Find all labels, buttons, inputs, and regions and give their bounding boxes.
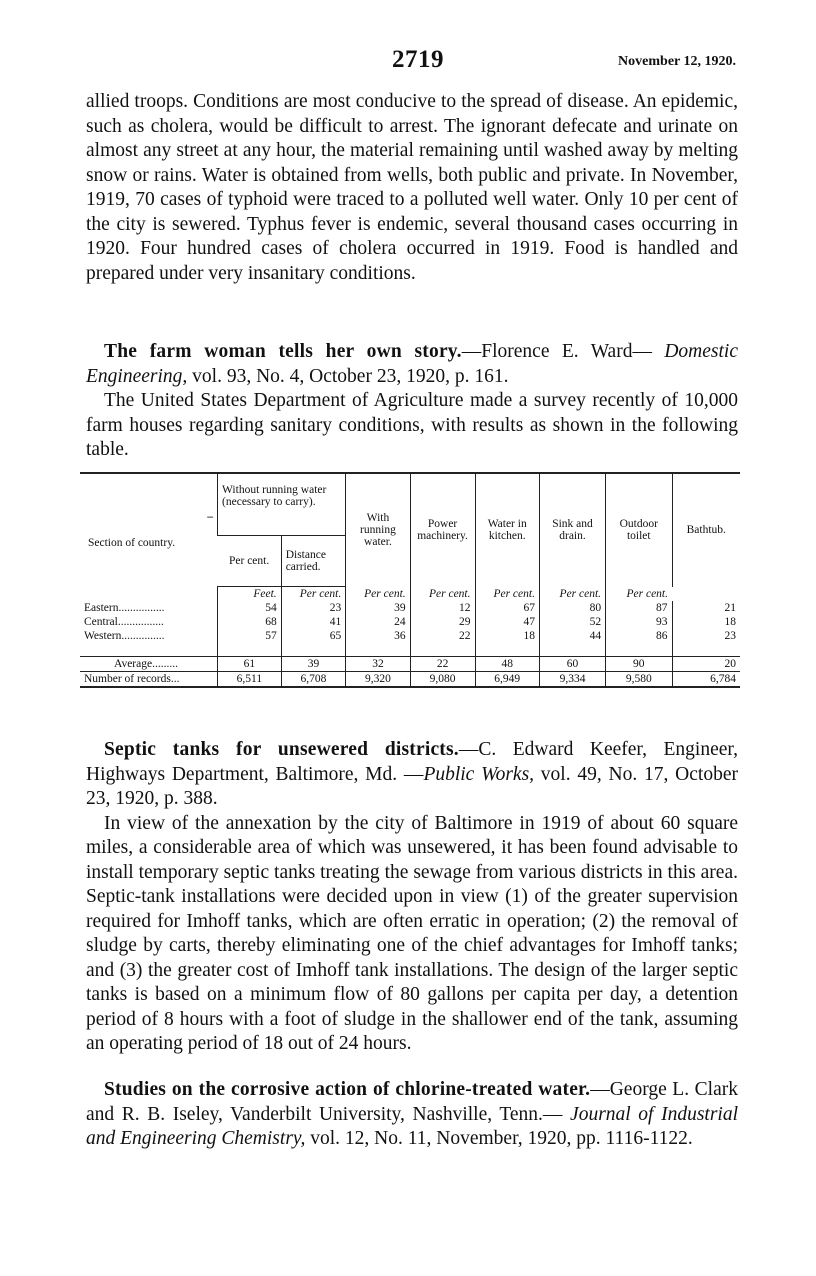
units-row	[80, 587, 740, 602]
septic-article-author: —C. Edward Keefer, Engineer, Highways Department, Baltimore, Md. —	[86, 739, 738, 785]
region-cell: Western...............	[84, 630, 165, 642]
col-without-water-header: Without running water (necessary to carry).	[218, 473, 346, 536]
records-cell: 9,580	[606, 672, 672, 688]
col-distance-header: Distance carried.	[281, 536, 346, 587]
records-label: Number of records...	[80, 672, 218, 688]
farm-article-journal: Domestic Engineering,	[86, 341, 738, 387]
value-cell: 22	[410, 629, 475, 657]
typhoid-paragraph: allied troops. Conditions are most conducive to the spread of disease. An epidemic, such as cholera, would be difficult to arrest. The ignorant defecate and urinate on almost any street at any hour, the material remaining until washed away by melting snow or rains. Water is obtained from wells, both public and private. In November, 1919, 70 cases of typhoid were traced to a polluted well water. Only 10 per cent of the city is sewered. Typhus fever is endemic, several thousand cases occurring in 1920. Four hundred cases of cholera occurred in 1919. Food is handled and prepared under very insanitary conditions.	[86, 91, 738, 284]
value-cell: 54	[218, 601, 282, 615]
average-cell: 32	[346, 657, 410, 672]
records-cell: 9,320	[346, 672, 410, 688]
value-cell: 57	[218, 629, 282, 657]
value-cell: 65	[281, 629, 346, 657]
average-row	[80, 657, 740, 672]
col-section-label: Section of country.	[88, 537, 176, 550]
average-label: Average.........	[80, 657, 218, 672]
septic-article-reference: vol. 49, No. 17, October 23, 1920, p. 388.	[86, 763, 738, 809]
records-cell: 9,080	[410, 672, 475, 688]
chlorine-article	[86, 1078, 738, 1152]
value-cell: 67	[475, 601, 539, 615]
average-cell: 39	[281, 657, 346, 672]
value-cell: 18	[475, 629, 539, 657]
septic-article-body: In view of the annexation by the city of Baltimore in 1919 of about 60 square miles, a considerable area of which was unsewered, it has been found advisable to install temporary septic tanks treating the sewage from various districts in this area. Septic-tank installations were decided upon in view (1) of the greater supervision required for Imhoff tanks, which are often erratic in operation; (2) the removal of sludge by carts, thereby eliminating one of the chief advantages for Imhoff tanks; and (3) the greater cost of Imhoff tank installations. The design of the larger septic tanks is based on a minimum flow of 80 gallons per capita per day, a detention period of 8 hours with a foot of sludge in the shallower end of the tank, assuming an operating period of 18 out of 24 hours.	[86, 812, 738, 1054]
farm-article-author: —Florence E. Ward—	[461, 341, 652, 362]
value-cell: 18	[672, 615, 740, 629]
value-cell: 68	[218, 615, 282, 629]
page-number: 2719	[392, 46, 444, 73]
survey-table-head	[80, 473, 740, 587]
unit-cell: Feet.	[218, 587, 282, 602]
survey-table-body	[80, 587, 740, 688]
value-cell: 29	[410, 615, 475, 629]
value-cell: 52	[539, 615, 605, 629]
col-sink-header: Sink and drain.	[539, 473, 605, 587]
average-cell: 90	[606, 657, 672, 672]
survey-table	[80, 472, 740, 688]
farm-article-reference: vol. 93, No. 4, October 23, 1920, p. 161.	[187, 365, 509, 387]
page-header	[0, 46, 816, 80]
value-cell: 41	[281, 615, 346, 629]
average-cell: 48	[475, 657, 539, 672]
farm-article	[86, 340, 738, 463]
septic-article-citation	[86, 738, 738, 812]
table-row	[80, 629, 740, 657]
value-cell: 93	[606, 615, 672, 629]
farm-article-citation	[86, 340, 738, 389]
unit-cell: Per cent.	[281, 587, 346, 602]
header-dash: –	[207, 511, 214, 524]
records-row	[80, 672, 740, 688]
col-with-water-header: With running water.	[346, 473, 410, 587]
chlorine-article-author: —George L. Clark and R. B. Iseley, Vanderbilt University, Nashville, Tenn.—	[86, 1079, 738, 1125]
table-row	[80, 601, 740, 615]
unit-cell: Per cent.	[539, 587, 605, 602]
value-cell: 47	[475, 615, 539, 629]
chlorine-article-journal: Journal of Industrial and Engineering Chemistry,	[86, 1103, 739, 1149]
septic-article-title: Septic tanks for unsewered districts.	[104, 739, 459, 760]
average-cell: 22	[410, 657, 475, 672]
septic-article-journal: Public Works,	[423, 763, 535, 785]
issue-date: November 12, 1920.	[618, 54, 736, 69]
records-cell: 6,708	[281, 672, 346, 688]
region-cell: Eastern................	[84, 602, 165, 614]
value-cell: 80	[539, 601, 605, 615]
value-cell: 24	[346, 615, 410, 629]
value-cell: 86	[606, 629, 672, 657]
farm-article-body: The United States Department of Agriculture made a survey recently of 10,000 farm houses regarding sanitary conditions, with results as shown in the following table.	[86, 390, 738, 460]
col-percent-header: Per cent.	[218, 536, 282, 587]
unit-cell: Per cent.	[475, 587, 539, 602]
chlorine-article-citation	[86, 1078, 738, 1152]
chlorine-article-reference: vol. 12, No. 11, November, 1920, pp. 1116-1122.	[305, 1128, 693, 1149]
value-cell: 44	[539, 629, 605, 657]
col-kitchen-header: Water in kitchen.	[475, 473, 539, 587]
col-section-header	[80, 473, 218, 587]
value-cell: 23	[281, 601, 346, 615]
survey-table-container	[80, 472, 740, 688]
farm-article-title: The farm woman tells her own story.	[104, 341, 462, 362]
unit-cell	[80, 587, 218, 602]
average-cell: 20	[672, 657, 740, 672]
value-cell: 21	[672, 601, 740, 615]
unit-cell: Per cent.	[410, 587, 475, 602]
region-cell: Central................	[84, 616, 164, 628]
records-cell: 6,511	[218, 672, 282, 688]
col-bathtub-header: Bathtub.	[672, 473, 740, 587]
chlorine-article-title: Studies on the corrosive action of chlorine-treated water.	[104, 1079, 591, 1100]
value-cell: 23	[672, 629, 740, 657]
typhoid-excerpt	[86, 90, 738, 286]
records-cell: 6,784	[672, 672, 740, 688]
average-cell: 61	[218, 657, 282, 672]
unit-cell: Per cent.	[346, 587, 410, 602]
table-row	[80, 615, 740, 629]
col-toilet-header: Outdoor toilet	[606, 473, 672, 587]
unit-cell: Per cent.	[606, 587, 672, 602]
records-cell: 6,949	[475, 672, 539, 688]
value-cell: 36	[346, 629, 410, 657]
value-cell: 87	[606, 601, 672, 615]
value-cell: 39	[346, 601, 410, 615]
septic-article	[86, 738, 738, 1057]
value-cell: 12	[410, 601, 475, 615]
records-cell: 9,334	[539, 672, 605, 688]
average-cell: 60	[539, 657, 605, 672]
col-power-header: Power machinery.	[410, 473, 475, 587]
